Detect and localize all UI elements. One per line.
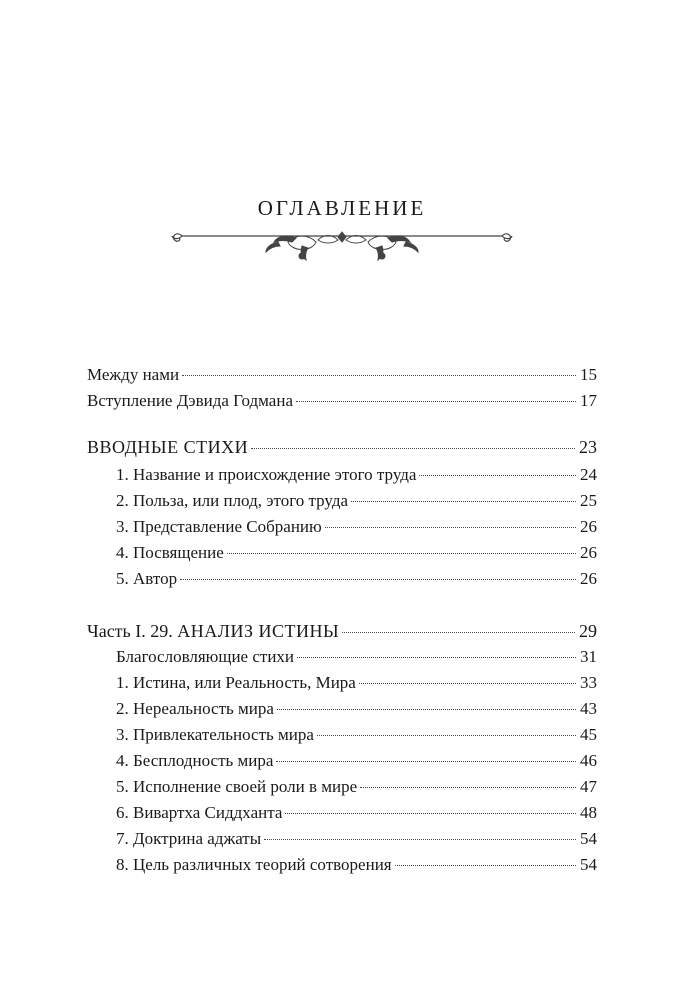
toc-entry[interactable] (116, 828, 597, 850)
toc-entry-label: 8. Цель различных теорий сотворения (116, 855, 392, 874)
toc-page-number: 54 (580, 855, 597, 874)
dot-leader (317, 735, 576, 736)
toc-page-number: 29 (579, 621, 597, 641)
toc-entry-label: 6. Вивартха Сиддханта (116, 803, 283, 822)
dot-leader (285, 813, 576, 814)
toc-entry-between-us[interactable] (87, 364, 597, 386)
dot-leader (359, 683, 576, 684)
toc-page-number: 48 (580, 803, 597, 822)
toc-page-number: 54 (580, 829, 597, 848)
toc-entry[interactable] (116, 672, 597, 694)
toc-entry-label: Вступление Дэвида Годмана (87, 391, 293, 410)
dot-leader (182, 375, 576, 376)
dot-leader (325, 527, 576, 528)
dot-leader (342, 632, 575, 633)
dot-leader (360, 787, 576, 788)
toc-page-number: 46 (580, 751, 597, 770)
dot-leader (395, 865, 576, 866)
toc-entry[interactable] (116, 568, 597, 590)
ornament-divider (168, 226, 516, 266)
toc-entry-label: 3. Привлекательность мира (116, 725, 314, 744)
toc-entry-label: Благословляющие стихи (116, 647, 295, 666)
toc-entry-label: 5. Исполнение своей роли в мире (116, 777, 358, 796)
toc-entry-label: 4. Бесплодность мира (116, 751, 274, 770)
dot-leader (276, 761, 576, 762)
toc-entry[interactable] (116, 542, 597, 564)
toc-page-number: 26 (580, 543, 597, 562)
toc-entry[interactable] (116, 698, 597, 720)
toc-page-number: 26 (580, 517, 597, 536)
toc-entry-label: 2. Нереальность мира (116, 699, 274, 718)
toc-entry-foreword[interactable] (87, 390, 597, 412)
toc-page-number: 43 (580, 699, 597, 718)
part-prefix: Часть I. 29. (87, 621, 178, 641)
toc-entry[interactable] (116, 464, 597, 486)
dot-leader (180, 579, 576, 580)
page-title: ОГЛАВЛЕНИЕ (257, 196, 427, 220)
toc-page-number: 23 (579, 437, 597, 457)
dot-leader (351, 501, 576, 502)
dot-leader (297, 657, 576, 658)
dot-leader (296, 401, 576, 402)
toc-entry-label: 1. Истина, или Реальность, Мира (116, 673, 356, 692)
toc-page-number: 31 (580, 647, 597, 666)
toc-entry[interactable] (116, 750, 597, 772)
toc-section-part1[interactable] (87, 620, 597, 642)
toc-entry[interactable] (116, 646, 597, 668)
toc-entry[interactable] (116, 490, 597, 512)
dot-leader (277, 709, 576, 710)
dot-leader (419, 475, 576, 476)
toc-entry-label: 5. Автор (116, 569, 178, 588)
toc-page-number: 45 (580, 725, 597, 744)
toc-entry[interactable] (116, 802, 597, 824)
toc-entry-label: 7. Доктрина аджаты (116, 829, 262, 848)
toc-entry-label: 2. Польза, или плод, этого труда (116, 491, 349, 510)
toc-section-title: ВВОДНЫЕ СТИХИ (87, 437, 249, 457)
toc-entry[interactable] (116, 776, 597, 798)
toc-entry-label: 4. Посвящение (116, 543, 224, 562)
dot-leader (251, 448, 575, 449)
toc-entry[interactable] (116, 516, 597, 538)
toc-page-number: 17 (580, 391, 597, 410)
toc-page-number: 26 (580, 569, 597, 588)
toc-entry[interactable] (116, 854, 597, 876)
toc-page-number: 15 (580, 365, 597, 384)
toc-entry-label: Между нами (87, 365, 180, 384)
toc-page-number: 47 (580, 777, 597, 796)
toc-page-number: 24 (580, 465, 597, 484)
dot-leader (264, 839, 576, 840)
toc-entry[interactable] (116, 724, 597, 746)
toc-entry-label: 1. Название и происхождение этого труда (116, 465, 417, 484)
toc-page-number: 33 (580, 673, 597, 692)
toc-section-title (87, 620, 339, 642)
toc-section-intro[interactable] (87, 436, 597, 458)
part-title: АНАЛИЗ ИСТИНЫ (177, 621, 340, 641)
toc-entry-label: 3. Представление Собранию (116, 517, 322, 536)
toc-page-number: 25 (580, 491, 597, 510)
dot-leader (227, 553, 576, 554)
